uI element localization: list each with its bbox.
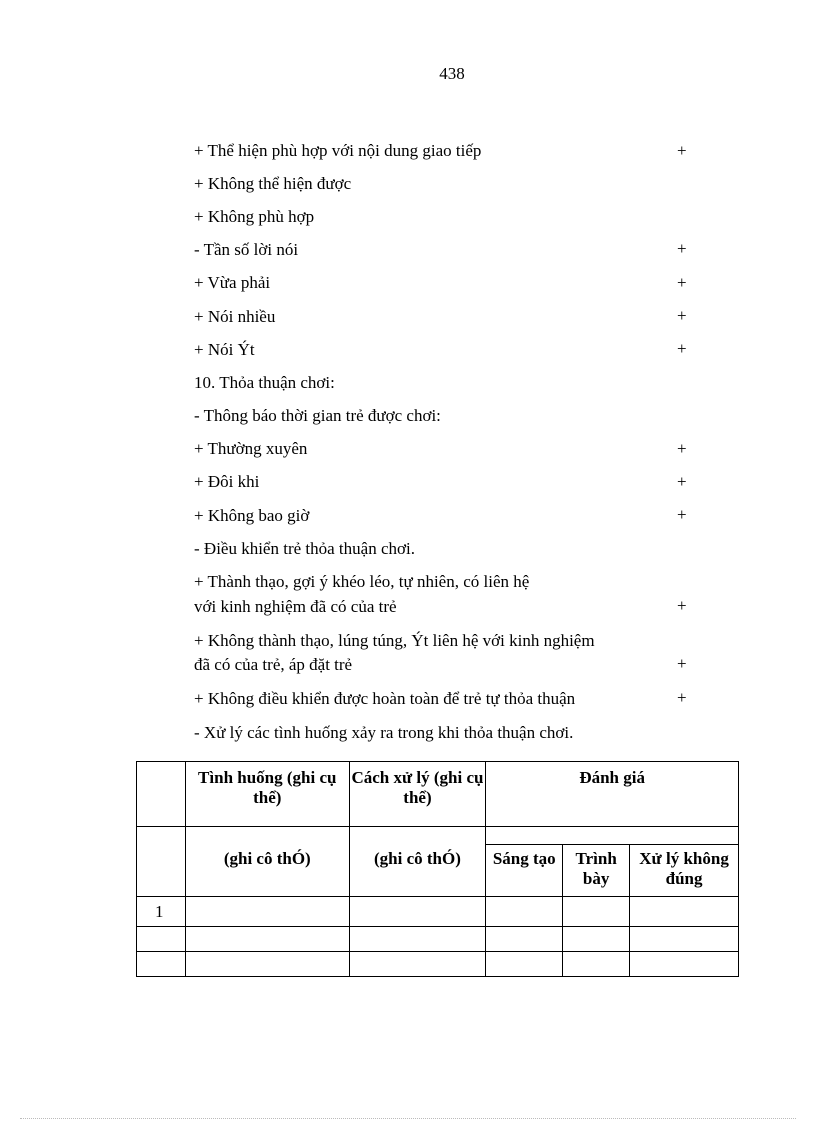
plus-mark: + [677, 596, 687, 615]
table-row [137, 927, 739, 952]
section-heading: 10. Thỏa thuận chơi: [194, 373, 335, 392]
table-header-row [137, 762, 739, 827]
table-cell [563, 897, 630, 927]
text-line: + Nói nhiều [194, 307, 276, 326]
text-line: + Thường xuyên [194, 439, 308, 458]
table-cell [563, 927, 630, 952]
text-line: + Không điều khiển được hoàn toàn để trẻ tự thỏa thuận [194, 689, 576, 708]
plus-mark: + [677, 505, 687, 524]
row-index [137, 927, 186, 952]
plus-mark: + [677, 688, 687, 707]
table-cell [349, 952, 486, 977]
plus-mark: + [677, 654, 687, 673]
table-cell [630, 952, 739, 977]
text-line: + Thể hiện phù hợp với nội dung giao tiếp [194, 141, 482, 160]
plus-mark: + [677, 439, 687, 458]
table-cell-empty [486, 827, 739, 845]
table-row [137, 897, 739, 927]
text-line: với kinh nghiệm đã có của trẻ [194, 597, 397, 616]
table-cell [185, 897, 349, 927]
header-situation: Tình huống (ghi cụ thể) [185, 762, 349, 827]
row-index [137, 952, 186, 977]
text-line: + Vừa phải [194, 273, 271, 292]
page-number: 438 [439, 64, 465, 83]
text-line: + Nói Ýt [194, 340, 255, 359]
plus-mark: + [677, 239, 687, 258]
text-line: + Đôi khi [194, 472, 260, 491]
text-line: - Thông báo thời gian trẻ được chơi: [194, 406, 441, 425]
page-bottom-rule [20, 1118, 796, 1119]
table-cell [349, 927, 486, 952]
table-cell [349, 897, 486, 927]
text-line: + Không phù hợp [194, 207, 315, 226]
text-line: - Tần số lời nói [194, 240, 299, 259]
text-line: - Điều khiển trẻ thỏa thuận chơi. [194, 539, 415, 558]
text-line: đã có của trẻ, áp đặt trẻ [194, 655, 353, 674]
table-cell-empty [137, 762, 186, 827]
row-index: 1 [137, 897, 186, 927]
table-cell [486, 897, 563, 927]
subheader-creative: Sáng tạo [486, 845, 563, 897]
table-cell [185, 952, 349, 977]
text-line: + Thành thạo, gợi ý khéo léo, tự nhiên, có liên hệ [194, 572, 530, 591]
plus-mark: + [677, 273, 687, 292]
text-line: - Xử lý các tình huống xảy ra trong khi thỏa thuận chơi. [194, 723, 574, 742]
table-cell [185, 927, 349, 952]
plus-mark: + [677, 472, 687, 491]
table-cell [486, 927, 563, 952]
subheader-situation-note: (ghi cô thÓ) [185, 827, 349, 897]
table-cell [486, 952, 563, 977]
plus-mark: + [677, 339, 687, 358]
table-cell [630, 927, 739, 952]
evaluation-table [136, 761, 739, 977]
text-line: + Không thể hiện được [194, 174, 352, 193]
table-spacer-row [137, 827, 739, 845]
plus-mark: + [677, 306, 687, 325]
header-evaluation: Đánh giá [486, 762, 739, 827]
subheader-presentation: Trình bày [563, 845, 630, 897]
table-cell [563, 952, 630, 977]
plus-mark: + [677, 141, 687, 160]
table-row [137, 952, 739, 977]
header-handling: Cách xử lý (ghi cụ thể) [349, 762, 486, 827]
text-line: + Không bao giờ [194, 506, 310, 525]
subheader-handling-note: (ghi cô thÓ) [349, 827, 486, 897]
subheader-wrong-handling: Xử lý không đúng [630, 845, 739, 897]
table-cell-empty [137, 827, 186, 897]
table-cell [630, 897, 739, 927]
text-line: + Không thành thạo, lúng túng, Ýt liên hệ với kinh nghiệm [194, 631, 595, 650]
